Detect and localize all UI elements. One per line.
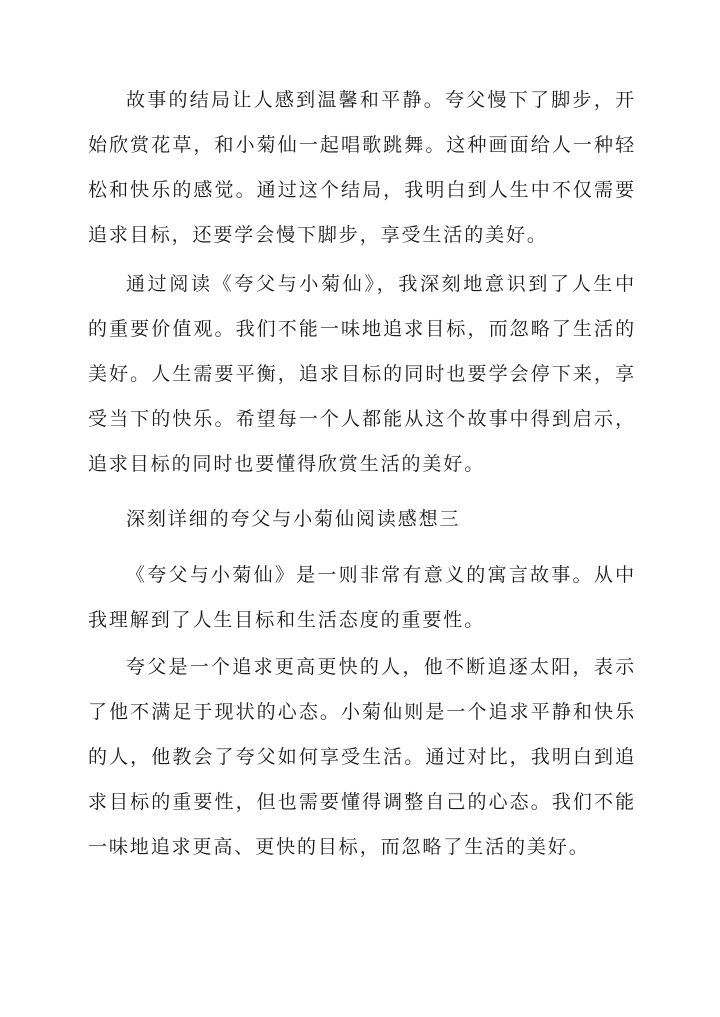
section-heading: 深刻详细的夸父与小菊仙阅读感想三 — [126, 508, 461, 530]
paragraph-reading-conclusion: 通过阅读《夸父与小菊仙》，我深刻地意识到了人生中的重要价值观。我们不能一味地追求目标，而忽略了生活的美好。人生需要平衡，追求目标的同时也要学会停下来，享受当下的快乐。希望每一个人都能从这个故事中得到启示，追求目标的同时也要懂得欣赏生活的美好。 — [88, 273, 636, 475]
paragraph-ending-reflection: 故事的结局让人感到温馨和平静。夸父慢下了脚步，开始欣赏花草，和小菊仙一起唱歌跳舞。这种画面给人一种轻松和快乐的感觉。通过这个结局，我明白到人生中不仅需要追求目标，还要学会慢下脚步，享受生活的美好。 — [88, 89, 636, 246]
paragraph-character-contrast: 夸父是一个追求更高更快的人，他不断追逐太阳，表示了他不满足于现状的心态。小菊仙则是一个追求平静和快乐的人，他教会了夸父如何享受生活。通过对比，我明白到追求目标的重要性，但也需要懂得调整自己的心态。我们不能一味地追求更高、更快的目标，而忽略了生活的美好。 — [88, 656, 636, 858]
paragraph-fable-intro: 《夸父与小菊仙》是一则非常有意义的寓言故事。从中我理解到了人生目标和生活态度的重要性。 — [88, 564, 636, 631]
